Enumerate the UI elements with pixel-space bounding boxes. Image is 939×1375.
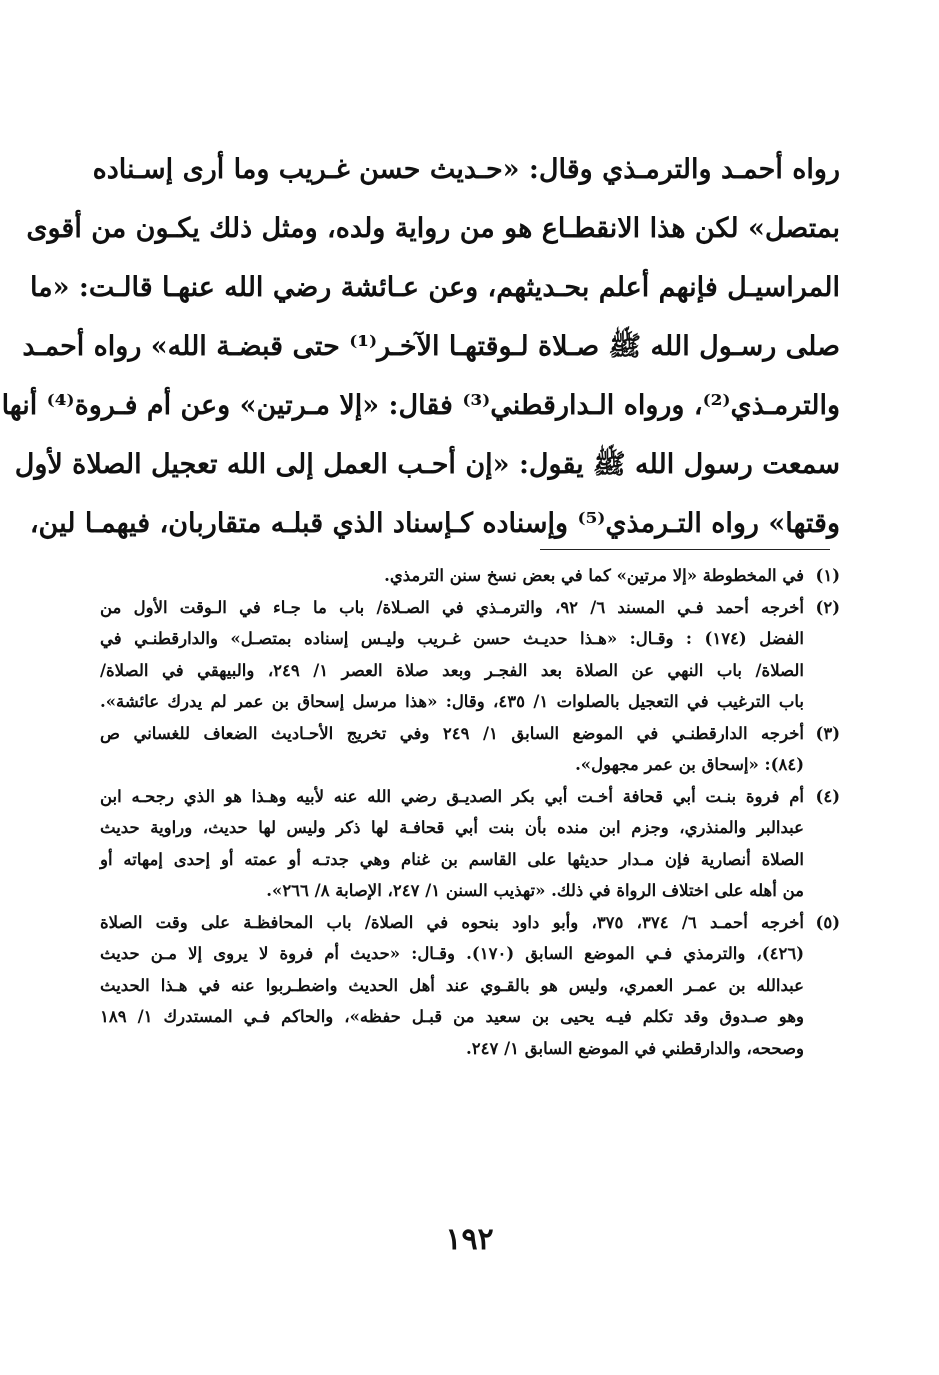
footnote-line: (٨٤): «إسحاق بن عمر مجهول».: [575, 755, 804, 774]
main-text-line: والترمـذي⁽²⁾، ورواه الـدارقطني⁽³⁾ فقال: «إلا مـرتين» وعن أم فـروة⁽⁴⁾ أنها: [1, 390, 840, 421]
footnote-separator: [540, 549, 830, 550]
footnote-line: وصححه، والدارقطني في الموضع السابق ١/ ٢٤٧.: [466, 1038, 804, 1058]
main-text-line: رواه أحمـد والترمـذي وقال: «حـديث حسن غـريب وما أرى إسـناده: [92, 154, 840, 185]
footnote-line: عبدالله بن عمـر العمري، وليس هو بالقـوي عند أهل الحديث واضطـربوا عنه في هـذا الحديث: [100, 975, 804, 995]
footnote-line: الصلاة/ باب النهي عن الصلاة بعد الفجـر وبعد صلاة العصر ١/ ٢٤٩، والبيهقي في الصلاة/: [100, 660, 804, 680]
footnote-4: [100, 781, 840, 907]
footnote-line: عبدالبر والمنذري، وجزم ابن منده بأن بنت أبي قحافـة لها ذكر وليس لها حديث، وراوية حديث: [100, 818, 804, 837]
footnote-line: (٤٢٦)، والترمذي فـي الموضع السابق (١٧٠). وقـال: «حديث أم فروة لا يروى إلا مـن حديث: [100, 944, 805, 963]
footnote-line: الصلاة أنصارية فإن مـدار حديثها على القاسم بن غنام وهي جدتـه أو عمته أو إحدى إمهاته أو: [100, 849, 804, 869]
footnote-line: من أهله على اختلاف الرواة في ذلك. «تهذيب السنن ١/ ٢٤٧، الإصابة ٨/ ٢٦٦».: [266, 881, 804, 900]
main-text-line: بمتصل» لكن هذا الانقطـاع هو من رواية ولده، ومثل ذلك يكـون من أقوى: [26, 213, 840, 244]
footnote-number: (٢): [815, 597, 840, 617]
main-text-line: صلى رسـول الله ﷺ صـلاة لـوقتهـا الآخـر⁽¹⁾ حتى قبضـة الله» رواه أحمـد: [22, 331, 840, 362]
footnote-line: أخرجه أحمد فـي المسند ٦/ ٩٢، والترمـذي في الصـلاة/ باب ما جـاء في الـوقت الأول من: [100, 597, 804, 617]
footnote-number: (١): [815, 566, 840, 585]
footnote-line: في المخطوطة «إلا مرتين» كما في بعض نسخ سنن الترمذي.: [384, 566, 804, 585]
footnote-line: أم فروة بنـت أبي قحافة أخـت أبي بكر الصديـق رضي الله عنه لأبيه وهـذا هو الذي رجحـه ابن: [100, 786, 805, 806]
footnotes: [100, 560, 840, 1064]
footnote-line: وهو صـدوق وقد تكلم فيـه يحيى بن سعيد من قبـل حفظه»، والحاكم فـي المستدرك ١/ ١٨٩: [100, 1007, 804, 1026]
footnote-number: (٥): [815, 912, 840, 932]
footnote-line: أخرجه الدارقطنـي في الموضع السابق ١/ ٢٤٩ وفي تخريج الأحـاديث الضعاف للغساني ص: [100, 723, 804, 743]
footnote-line: باب الترغيب في التعجيل بالصلوات ١/ ٤٣٥، وقال: «هذا مرسل إسحاق بن عمر لم يدرك عائشة».: [100, 692, 804, 711]
footnote-line: أخرجه أحمـد ٦/ ٣٧٤، ٣٧٥، وأبو داود بنحوه في الصلاة/ باب المحافظـة على وقت الصلاة: [100, 912, 804, 932]
footnote-line: الفضل (١٧٤) : وقـال: «هـذا حديـث حسن غـريب وليـس إسناده بمتصـل» والدارقطنـي في: [100, 629, 804, 648]
page-number: ١٩٢: [445, 1222, 494, 1257]
main-text-line: وقتها» رواه التـرمذي⁽⁵⁾ وإسناده كـإسناد الذي قبلـه متقاربان، فيهمـا لين،: [29, 508, 840, 539]
main-text-line: المراسيـل فإنهم أعلم بحـديثهم، وعن عـائشة رضي الله عنهـا قالـت: «ما: [29, 272, 840, 303]
footnote-number: (٤): [815, 786, 840, 806]
main-text-line: سمعت رسول الله ﷺ يقول: «إن أحـب العمل إلى الله تعجيل الصلاة لأول: [14, 449, 840, 480]
footnote-3: [100, 718, 840, 781]
footnote-2: [100, 592, 840, 718]
footnote-number: (٣): [815, 723, 840, 743]
footnote-1: [100, 560, 840, 592]
footnote-5: [100, 907, 840, 1065]
main-text: [1, 140, 840, 553]
